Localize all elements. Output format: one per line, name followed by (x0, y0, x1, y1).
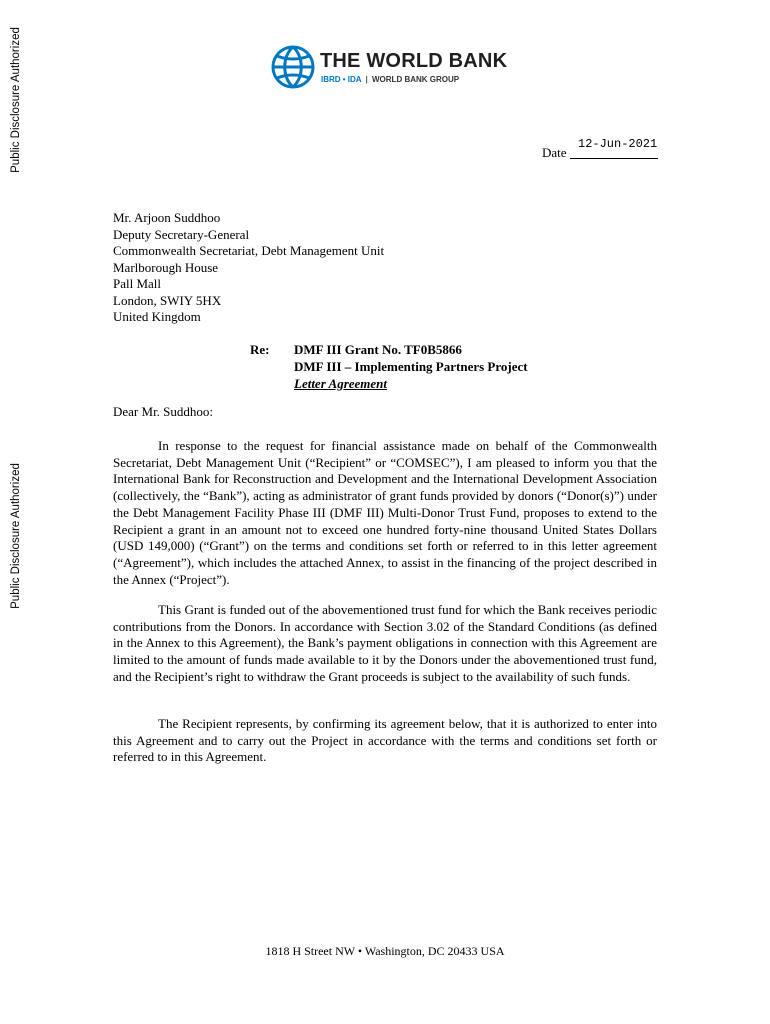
subject-lines (294, 341, 528, 392)
subject-label: Re: (250, 342, 270, 357)
address-line: London, SWIY 5HX (113, 292, 222, 308)
side-label-text: Public Disclosure Authorized (10, 27, 22, 173)
logo-subtitle-ibrd: IBRD • IDA (321, 75, 362, 84)
date-underline (570, 158, 658, 159)
logo-title: THE WORLD BANK (320, 50, 508, 72)
body-paragraph-1: In response to the request for financial assistance made on behalf of the Commonwealth Secretariat, Debt Management Unit (“Recipient” or “COMSEC”), I am pleased to inform you that the International Bank for Reconstruction and Development and the International Development Association (collectively, the “Bank”), acting as administrator of grant funds provided by donors (“Donor(s)”) under the Debt Management Facility Phase III (DMF III) Multi-Donor Trust Fund, proposes to extend to the Recipient a grant in an amount not to exceed one hundred forty-nine thousand United States Dollars (USD 149,000) (“Grant”) on the terms and conditions set forth or referred to in this letter agreement (“Agreement”), which includes the attached Annex, to assist in the financing of the project described in the Annex (“Project”). (113, 438, 657, 587)
recipient-address (113, 210, 384, 326)
subject-document-type: Letter Agreement (294, 376, 388, 391)
salutation: Dear Mr. Suddhoo: (113, 404, 214, 419)
world-bank-logo (270, 44, 510, 96)
logo-subtitle-separator: | (365, 75, 368, 84)
date-field (542, 137, 660, 161)
side-label-text: Public Disclosure Authorized (10, 463, 22, 609)
address-line: Deputy Secretary-General (113, 226, 250, 242)
side-label-disclosure-top (6, 0, 26, 200)
date-label: Date (542, 145, 567, 160)
subject-grant-number: DMF III Grant No. TF0B5866 (294, 342, 462, 357)
side-label-disclosure-middle (6, 436, 26, 636)
date-value: 12-Jun-2021 (578, 137, 658, 151)
subject-project-name: DMF III – Implementing Partners Project (294, 359, 528, 374)
logo-subtitle (321, 75, 459, 84)
address-line: United Kingdom (113, 309, 201, 324)
footer-address: 1818 H Street NW • Washington, DC 20433 USA (265, 944, 505, 958)
body-paragraph-3: The Recipient represents, by confirming its agreement below, that it is authorized to enter into this Agreement and to carry out the Project in accordance with the terms and conditions set forth or referred to in this Agreement. (113, 716, 657, 765)
address-line: Mr. Arjoon Suddhoo (113, 210, 221, 225)
body-paragraph-2: This Grant is funded out of the abovementioned trust fund for which the Bank receives periodic contributions from the Donors. In accordance with Section 3.02 of the Standard Conditions (as defined in the Annex to this Agreement), the Bank’s payment obligations in connection with this Agreement are limited to the amount of funds made available to it by the Donors under the abovementioned trust fund, and the Recipient’s right to withdraw the Grant proceeds is subject to the availability of such funds. (113, 602, 657, 684)
address-line: Pall Mall (113, 276, 162, 291)
address-line: Commonwealth Secretariat, Debt Management Unit (113, 243, 385, 258)
logo-subtitle-group: WORLD BANK GROUP (372, 75, 460, 84)
address-line: Marlborough House (113, 259, 219, 275)
globe-icon (270, 44, 316, 90)
